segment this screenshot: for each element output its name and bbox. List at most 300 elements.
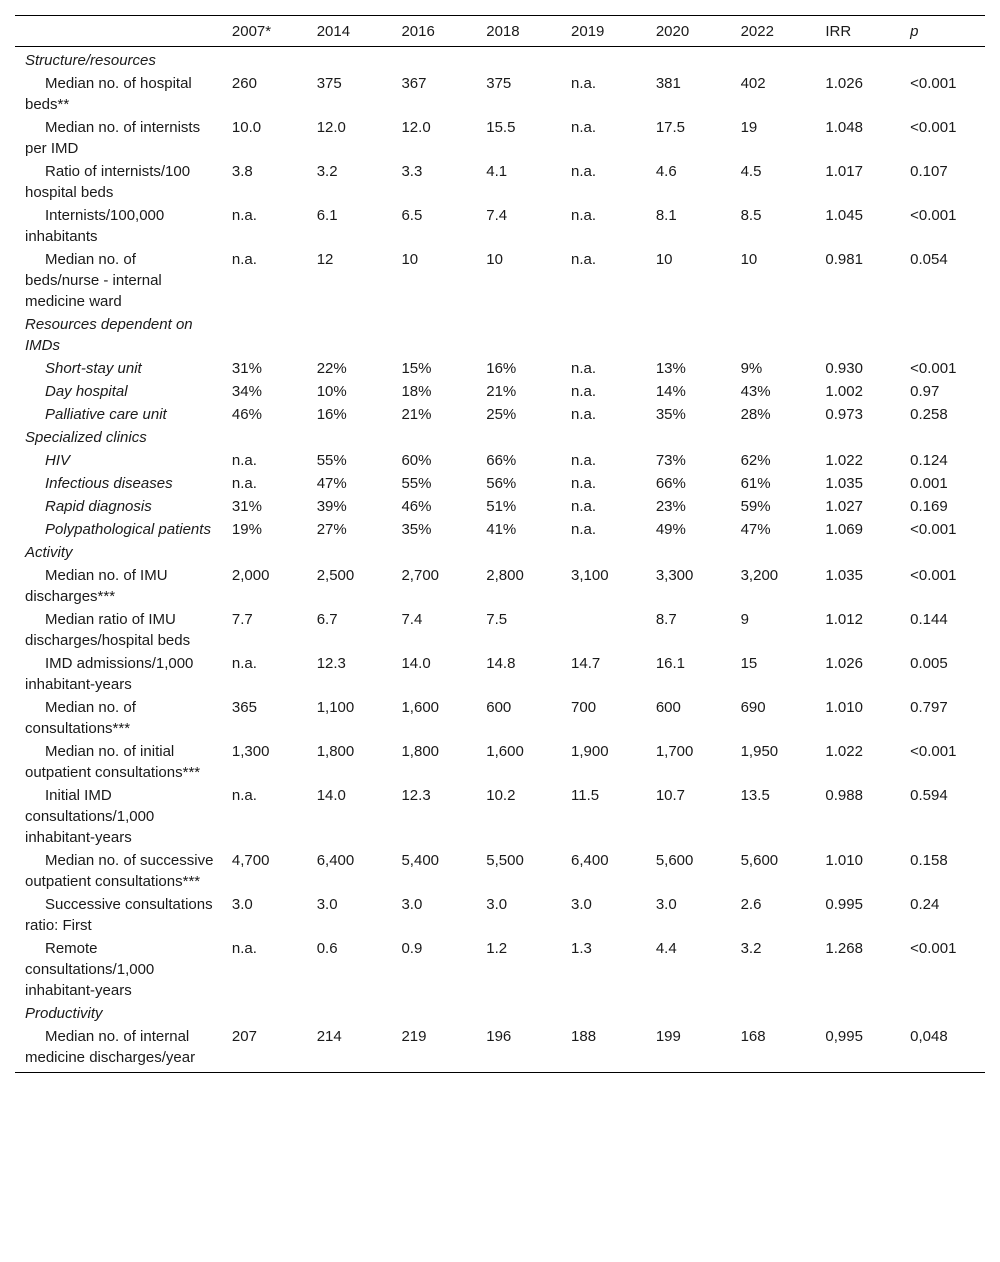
value-cell: 1,900 [571, 743, 609, 760]
value-cell: 1.027 [825, 498, 863, 515]
header-year: 2020 [655, 23, 690, 40]
value-cell: 219 [401, 1028, 427, 1045]
value-cell: 12 [316, 251, 334, 268]
value-cell: 1.069 [825, 521, 863, 538]
value-cell: 0.995 [825, 896, 863, 913]
value-cell: 690 [740, 699, 766, 716]
table-row [15, 849, 985, 893]
value-cell: 62% [740, 452, 771, 469]
value-cell: 3.0 [401, 896, 423, 913]
value-cell: 10.2 [486, 787, 516, 804]
table-row [15, 564, 985, 608]
value-cell: 8.5 [740, 207, 762, 224]
value-cell: 19 [740, 119, 758, 136]
table-row [15, 160, 985, 204]
value-cell: 7.4 [486, 207, 508, 224]
value-cell: 39% [316, 498, 347, 515]
row-label: Initial IMD consultations/1,000 inhabitant-years [25, 787, 155, 846]
value-cell: n.a. [571, 452, 597, 469]
table-row [15, 72, 985, 116]
value-cell: n.a. [571, 498, 597, 515]
value-cell: n.a. [231, 251, 257, 268]
value-cell: 21% [401, 406, 432, 423]
value-cell: 375 [316, 75, 342, 92]
value-cell: n.a. [231, 207, 257, 224]
row-label: Short-stay unit [45, 360, 142, 377]
value-cell: 13% [655, 360, 686, 377]
value-cell: 3,200 [740, 567, 779, 584]
empty-cell [646, 426, 731, 449]
value-cell: 1.035 [825, 475, 863, 492]
value-cell: 4.6 [655, 163, 677, 180]
empty-cell [222, 426, 307, 449]
value-cell: 5,400 [401, 852, 440, 869]
empty-cell [222, 541, 307, 564]
value-cell: 5,500 [486, 852, 524, 869]
value-cell: 10 [486, 251, 503, 268]
row-label: Median no. of successive outpatient consultations*** [25, 852, 214, 890]
empty-cell [731, 1002, 816, 1025]
table-row [15, 784, 985, 849]
value-cell: 1.010 [825, 699, 863, 716]
value-cell: 0.001 [910, 475, 948, 492]
table-row [15, 893, 985, 937]
header-year: 2018 [486, 23, 520, 40]
value-cell: 18% [401, 383, 432, 400]
row-label: Median no. of hospital beds** [25, 75, 192, 113]
value-cell: n.a. [571, 360, 597, 377]
table-row [15, 608, 985, 652]
value-cell: 0.973 [825, 406, 863, 423]
value-cell: 11.5 [571, 787, 600, 804]
value-cell: 7.7 [231, 611, 253, 628]
value-cell: <0.001 [910, 940, 957, 957]
row-label: Median ratio of IMU discharges/hospital beds [25, 611, 191, 649]
value-cell: 3.0 [316, 896, 338, 913]
value-cell: 10 [401, 251, 419, 268]
table-row [15, 403, 985, 426]
value-cell: 3.0 [655, 896, 677, 913]
empty-cell [391, 541, 476, 564]
value-cell: 35% [655, 406, 686, 423]
value-cell: 3.0 [571, 896, 592, 913]
row-label: Successive consultations ratio: First [25, 896, 213, 934]
value-cell: 2,000 [231, 567, 270, 584]
row-label: Day hospital [45, 383, 128, 400]
value-cell: 2,500 [316, 567, 355, 584]
value-cell: 10 [655, 251, 673, 268]
value-cell: 14% [655, 383, 686, 400]
empty-cell [476, 47, 561, 73]
value-cell: 367 [401, 75, 427, 92]
value-cell: 1.002 [825, 383, 863, 400]
table-row [15, 204, 985, 248]
empty-cell [222, 47, 307, 73]
value-cell: n.a. [571, 75, 597, 92]
value-cell: <0.001 [910, 75, 957, 92]
empty-cell [307, 426, 392, 449]
value-cell: 2,700 [401, 567, 440, 584]
empty-cell [815, 1002, 900, 1025]
table-row [15, 937, 985, 1002]
empty-cell [391, 47, 476, 73]
value-cell: 6.5 [401, 207, 423, 224]
value-cell: 4.4 [655, 940, 677, 957]
value-cell: 47% [740, 521, 771, 538]
empty-cell [222, 313, 307, 357]
value-cell: 14.0 [401, 655, 431, 672]
empty-cell [900, 1002, 985, 1025]
value-cell: 59% [740, 498, 771, 515]
value-cell: 31% [231, 360, 262, 377]
value-cell: 3.2 [740, 940, 762, 957]
value-cell: n.a. [231, 787, 257, 804]
empty-cell [815, 47, 900, 73]
table-body [15, 47, 985, 1073]
value-cell: 0.107 [910, 163, 948, 180]
value-cell: 51% [486, 498, 517, 515]
header-irr: IRR [825, 23, 852, 40]
empty-cell [561, 541, 646, 564]
empty-cell [561, 1002, 646, 1025]
value-cell: 28% [740, 406, 771, 423]
empty-cell [476, 1002, 561, 1025]
value-cell: 15% [401, 360, 432, 377]
empty-cell [307, 47, 392, 73]
value-cell: 47% [316, 475, 347, 492]
value-cell: 10.7 [655, 787, 686, 804]
section-title: Activity [25, 544, 73, 561]
value-cell: 0.258 [910, 406, 948, 423]
section-row [15, 541, 985, 564]
value-cell: 600 [486, 699, 512, 716]
empty-cell [561, 426, 646, 449]
value-cell: 9% [740, 360, 763, 377]
value-cell: 214 [316, 1028, 342, 1045]
value-cell: 19% [231, 521, 262, 538]
value-cell: 188 [571, 1028, 597, 1045]
empty-cell [646, 313, 731, 357]
value-cell: 8.1 [655, 207, 677, 224]
value-cell: 1,950 [740, 743, 779, 760]
value-cell: 168 [740, 1028, 766, 1045]
value-cell: 1,800 [316, 743, 355, 760]
value-cell: 0.169 [910, 498, 948, 515]
section-title: Specialized clinics [25, 429, 147, 446]
value-cell: 17.5 [655, 119, 686, 136]
value-cell: 1.035 [825, 567, 863, 584]
value-cell: 0.144 [910, 611, 948, 628]
value-cell: 1,600 [401, 699, 440, 716]
table-row [15, 449, 985, 472]
value-cell: n.a. [571, 163, 597, 180]
value-cell: 15 [740, 655, 758, 672]
empty-cell [391, 1002, 476, 1025]
row-label: Median no. of initial outpatient consultations*** [25, 743, 201, 781]
value-cell: 4.1 [486, 163, 508, 180]
value-cell: 0.6 [316, 940, 338, 957]
value-cell: 13.5 [740, 787, 770, 804]
value-cell: <0.001 [910, 360, 957, 377]
value-cell: n.a. [231, 475, 257, 492]
value-cell: 1.022 [825, 452, 863, 469]
value-cell: <0.001 [910, 743, 957, 760]
value-cell: 10.0 [231, 119, 262, 136]
value-cell: n.a. [231, 940, 257, 957]
results-table [15, 15, 985, 1073]
row-label: Infectious diseases [45, 475, 173, 492]
empty-cell [307, 313, 392, 357]
value-cell: 0.930 [825, 360, 863, 377]
value-cell: 1,700 [655, 743, 694, 760]
value-cell: 10 [740, 251, 758, 268]
table-row [15, 740, 985, 784]
value-cell: 55% [401, 475, 432, 492]
header-blank [15, 16, 222, 47]
header-year: 2019 [571, 23, 605, 40]
value-cell: 1.026 [825, 655, 863, 672]
value-cell: 14.8 [486, 655, 516, 672]
value-cell: 365 [231, 699, 257, 716]
value-cell: 1.045 [825, 207, 863, 224]
value-cell: 2.6 [740, 896, 762, 913]
value-cell: 381 [655, 75, 681, 92]
value-cell: 4,700 [231, 852, 270, 869]
value-cell: 199 [655, 1028, 681, 1045]
header-year: 2007* [231, 23, 272, 40]
row-label: Median no. of internists per IMD [25, 119, 201, 157]
value-cell: 5,600 [655, 852, 694, 869]
value-cell: 3.0 [486, 896, 508, 913]
value-cell: 3.0 [231, 896, 253, 913]
value-cell: <0.001 [910, 567, 957, 584]
value-cell: 22% [316, 360, 347, 377]
row-label: Palliative care unit [45, 406, 167, 423]
value-cell: n.a. [571, 475, 597, 492]
table-row [15, 380, 985, 403]
empty-cell [307, 1002, 392, 1025]
value-cell: 375 [486, 75, 512, 92]
value-cell: 34% [231, 383, 262, 400]
value-cell: 3,300 [655, 567, 694, 584]
empty-cell [561, 47, 646, 73]
value-cell: 4.5 [740, 163, 762, 180]
section-row [15, 1002, 985, 1025]
empty-cell [646, 541, 731, 564]
value-cell: 2,800 [486, 567, 524, 584]
value-cell: 0.158 [910, 852, 948, 869]
value-cell: 35% [401, 521, 432, 538]
value-cell: 3.2 [316, 163, 338, 180]
value-cell: 14.7 [571, 655, 601, 672]
value-cell: 0.005 [910, 655, 948, 672]
empty-cell [900, 313, 985, 357]
value-cell: 0.124 [910, 452, 948, 469]
value-cell: 25% [486, 406, 517, 423]
value-cell: 0.97 [910, 383, 940, 400]
value-cell: 12.0 [316, 119, 346, 136]
value-cell: 61% [740, 475, 771, 492]
empty-cell [731, 426, 816, 449]
value-cell: 16% [316, 406, 347, 423]
value-cell: 66% [655, 475, 686, 492]
value-cell: 23% [655, 498, 686, 515]
value-cell: n.a. [231, 452, 257, 469]
value-cell: 3.8 [231, 163, 253, 180]
value-cell: 5,600 [740, 852, 779, 869]
value-cell: 260 [231, 75, 257, 92]
row-label: Median no. of beds/nurse - internal medicine ward [25, 251, 162, 310]
results-table-container [15, 15, 985, 1073]
value-cell: n.a. [571, 521, 597, 538]
value-cell: 6,400 [571, 852, 609, 869]
value-cell: 1.3 [571, 940, 592, 957]
value-cell: n.a. [571, 119, 597, 136]
value-cell: 49% [655, 521, 686, 538]
value-cell: 6.7 [316, 611, 338, 628]
value-cell: 7.5 [486, 611, 508, 628]
value-cell: 1,800 [401, 743, 440, 760]
header-p-value: p [910, 23, 919, 40]
value-cell: 1.048 [825, 119, 863, 136]
value-cell: 12.3 [316, 655, 346, 672]
value-cell: 10% [316, 383, 347, 400]
value-cell: 21% [486, 383, 517, 400]
value-cell: 0.981 [825, 251, 863, 268]
empty-cell [815, 426, 900, 449]
section-title: Resources dependent on IMDs [25, 316, 193, 354]
value-cell: 3,100 [571, 567, 609, 584]
value-cell: 1,300 [231, 743, 270, 760]
row-label: Rapid diagnosis [45, 498, 152, 515]
value-cell: 9 [740, 611, 749, 628]
value-cell: 600 [655, 699, 681, 716]
value-cell: 0.594 [910, 787, 948, 804]
empty-cell [815, 313, 900, 357]
empty-cell [476, 426, 561, 449]
value-cell: 8.7 [655, 611, 677, 628]
value-cell: 1,100 [316, 699, 355, 716]
value-cell: 7.4 [401, 611, 423, 628]
value-cell: 73% [655, 452, 686, 469]
header-row [15, 16, 985, 47]
value-cell: 6,400 [316, 852, 355, 869]
value-cell: n.a. [571, 383, 597, 400]
section-row [15, 426, 985, 449]
value-cell: 60% [401, 452, 432, 469]
value-cell: 207 [231, 1028, 257, 1045]
empty-cell [815, 541, 900, 564]
row-label: Median no. of IMU discharges*** [25, 567, 168, 605]
empty-cell [391, 426, 476, 449]
value-cell: 1.022 [825, 743, 863, 760]
value-cell: 46% [231, 406, 262, 423]
empty-cell [222, 1002, 307, 1025]
value-cell: n.a. [571, 251, 597, 268]
value-cell: <0.001 [910, 207, 957, 224]
value-cell: 43% [740, 383, 771, 400]
row-label: HIV [45, 452, 71, 469]
row-label: IMD admissions/1,000 inhabitant-years [25, 655, 194, 693]
value-cell: 0.988 [825, 787, 863, 804]
value-cell: 1.017 [825, 163, 863, 180]
value-cell: 0.24 [910, 896, 940, 913]
value-cell: 1.010 [825, 852, 863, 869]
value-cell: 31% [231, 498, 262, 515]
value-cell: 1.2 [486, 940, 508, 957]
row-label: Median no. of internal medicine discharges/year [25, 1028, 196, 1066]
value-cell: <0.001 [910, 119, 957, 136]
section-row [15, 313, 985, 357]
row-label: Polypathological patients [45, 521, 211, 538]
value-cell: 27% [316, 521, 347, 538]
section-row [15, 47, 985, 73]
value-cell: 700 [571, 699, 597, 716]
table-row [15, 652, 985, 696]
empty-cell [900, 426, 985, 449]
value-cell: 55% [316, 452, 347, 469]
value-cell: n.a. [231, 655, 257, 672]
table-row [15, 472, 985, 495]
table-row [15, 1025, 985, 1073]
header-year: 2014 [316, 23, 351, 40]
value-cell: 0.054 [910, 251, 948, 268]
value-cell: 0.9 [401, 940, 423, 957]
table-row [15, 357, 985, 380]
empty-cell [307, 541, 392, 564]
empty-cell [646, 1002, 731, 1025]
value-cell: 12.0 [401, 119, 431, 136]
value-cell: 16.1 [655, 655, 686, 672]
table-row [15, 696, 985, 740]
empty-cell [900, 47, 985, 73]
value-cell: 6.1 [316, 207, 338, 224]
empty-cell [731, 313, 816, 357]
table-row [15, 518, 985, 541]
value-cell: 0,995 [825, 1028, 863, 1045]
row-label: Ratio of internists/100 hospital beds [25, 163, 191, 201]
header-year: 2016 [401, 23, 435, 40]
value-cell: 1.026 [825, 75, 863, 92]
table-header [15, 16, 985, 47]
value-cell: 12.3 [401, 787, 431, 804]
empty-cell [731, 541, 816, 564]
value-cell [561, 608, 646, 652]
empty-cell [476, 541, 561, 564]
row-label: Remote consultations/1,000 inhabitant-years [25, 940, 155, 999]
table-row [15, 116, 985, 160]
empty-cell [391, 313, 476, 357]
section-title: Productivity [25, 1005, 103, 1022]
empty-cell [900, 541, 985, 564]
value-cell: <0.001 [910, 521, 957, 538]
value-cell: 16% [486, 360, 517, 377]
value-cell: 0.797 [910, 699, 948, 716]
value-cell: n.a. [571, 207, 597, 224]
value-cell: 56% [486, 475, 517, 492]
empty-cell [561, 313, 646, 357]
value-cell: 0,048 [910, 1028, 948, 1045]
value-cell: 14.0 [316, 787, 346, 804]
value-cell: 196 [486, 1028, 512, 1045]
empty-cell [646, 47, 731, 73]
value-cell: 15.5 [486, 119, 516, 136]
value-cell: 46% [401, 498, 432, 515]
table-row [15, 248, 985, 313]
value-cell: 3.3 [401, 163, 423, 180]
value-cell: 402 [740, 75, 766, 92]
empty-cell [731, 47, 816, 73]
